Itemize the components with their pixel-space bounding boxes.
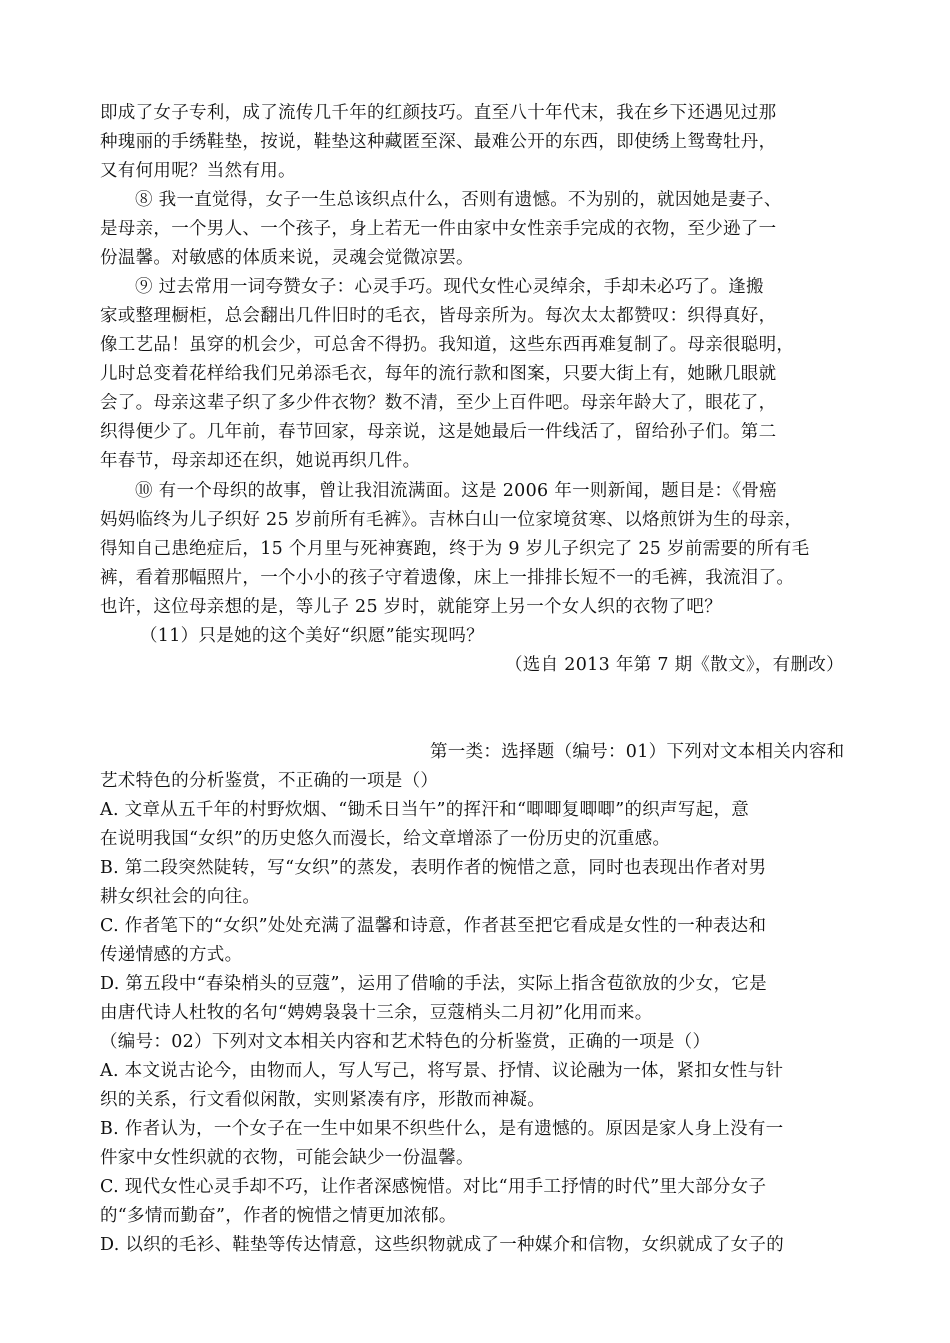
article-line: 份温馨。对敏感的体质来说，灵魂会觉微凉罢。 (100, 248, 474, 268)
article-line: 妈妈临终为儿子织好 25 岁前所有毛裤》。吉林白山一位家境贫寒、以烙煎饼为生的母亲， (100, 510, 803, 530)
question-01-option-d-cont: 由唐代诗人杜牧的名句“娉娉袅袅十三余，豆蔻梢头二月初”化用而来。 (100, 1003, 653, 1023)
question-01-option-d: D. 第五段中“春染梢头的豆蔻”，运用了借喻的手法，实际上指含苞欲放的少女，它是 (100, 974, 767, 994)
question-01-option-b-cont: 耕女织社会的向往。 (100, 887, 261, 907)
article-line: 种瑰丽的手绣鞋垫，按说，鞋垫这种藏匿至深、最难公开的东西，即使绣上鸳鸯牡丹， (100, 132, 777, 152)
question-02-option-a-cont: 织的关系，行文看似闲散，实则紧凑有序，形散而神凝。 (100, 1090, 545, 1110)
article-paragraph-10: ⑩ 有一个母织的故事，曾让我泪流满面。这是 2006 年一则新闻，题目是：《骨癌 (135, 481, 777, 501)
question-02-stem: （编号：02）下列对文本相关内容和艺术特色的分析鉴赏，正确的一项是（） (100, 1032, 711, 1052)
question-02-option-d: D. 以织的毛衫、鞋垫等传达情意，这些织物就成了一种媒介和信物，女织就成了女子的 (100, 1235, 785, 1255)
question-01-stem: 艺术特色的分析鉴赏，不正确的一项是（） (100, 771, 439, 791)
article-line: 又有何用呢？当然有用。 (100, 161, 296, 181)
question-01-option-c-cont: 传递情感的方式。 (100, 945, 243, 965)
article-line: 也许，这位母亲想的是，等儿子 25 岁时，就能穿上另一个女人织的衣物了吧？ (100, 597, 722, 617)
article-line: 年春节，母亲却还在织，她说再织几件。 (100, 451, 421, 471)
article-line: 像工艺品！虽穿的机会少，可总舍不得扔。我知道，这些东西再难复制了。母亲很聪明， (100, 335, 795, 355)
question-02-option-a: A. 本文说古论今，由物而人，写人写己，将写景、抒情、议论融为一体，紧扣女性与针 (100, 1061, 784, 1081)
question-01-option-c: C. 作者笔下的“女织”处处充满了温馨和诗意，作者甚至把它看成是女性的一种表达和 (100, 916, 767, 936)
article-line: 家或整理橱柜，总会翻出几件旧时的毛衣，皆母亲所为。每次太太都赞叹：织得真好， (100, 306, 777, 326)
question-section-heading: 第一类：选择题（编号：01）下列对文本相关内容和 (430, 742, 845, 762)
article-line: 会了。母亲这辈子织了多少件衣物？数不清，至少上百件吧。母亲年龄大了，眼花了， (100, 393, 777, 413)
article-line: 得知自己患绝症后，15 个月里与死神赛跑，终于为 9 岁儿子织完了 25 岁前需要的所有毛 (100, 539, 810, 559)
question-02-option-b-cont: 件家中女性织就的衣物，可能会缺少一份温馨。 (100, 1148, 474, 1168)
question-02-option-c: C. 现代女性心灵手却不巧，让作者深感惋惜。对比“用手工抒情的时代”里大部分女子 (100, 1177, 767, 1197)
article-paragraph-9: ⑨ 过去常用一词夸赞女子：心灵手巧。现代女性心灵绰余，手却未必巧了。逢搬 (135, 277, 764, 297)
article-paragraph-8: ⑧ 我一直觉得，女子一生总该织点什么，否则有遗憾。不为别的，就因她是妻子、 (135, 190, 782, 210)
question-01-option-a: A. 文章从五千年的村野炊烟、“锄禾日当午”的挥汗和“唧唧复唧唧”的织声写起，意 (100, 800, 750, 820)
article-line: 即成了女子专利，成了流传几千年的红颜技巧。直至八十年代末，我在乡下还遇见过那 (100, 103, 777, 123)
article-line: 儿时总变着花样给我们兄弟添毛衣，每年的流行款和图案，只要大街上有，她瞅几眼就 (100, 364, 777, 384)
question-01-option-b: B. 第二段突然陡转，写“女织”的蒸发，表明作者的惋惜之意，同时也表现出作者对男 (100, 858, 767, 878)
question-02-option-c-cont: 的“多情而勤奋”，作者的惋惜之情更加浓郁。 (100, 1206, 457, 1226)
article-paragraph-11: （11）只是她的这个美好“织愿”能实现吗？ (140, 626, 484, 646)
question-02-option-b: B. 作者认为，一个女子在一生中如果不织些什么，是有遗憾的。原因是家人身上没有一 (100, 1119, 784, 1139)
article-source: （选自 2013 年第 7 期《散文》，有删改） (505, 655, 844, 675)
article-line: 是母亲，一个男人、一个孩子，身上若无一件由家中女性亲手完成的衣物，至少逊了一 (100, 219, 777, 239)
question-01-option-a-cont: 在说明我国“女织”的历史悠久而漫长，给文章增添了一份历史的沉重感。 (100, 829, 671, 849)
article-line: 裤，看着那幅照片，一个小小的孩子守着遗像，床上一排排长短不一的毛裤，我流泪了。 (100, 568, 795, 588)
article-line: 织得便少了。几年前，春节回家，母亲说，这是她最后一件线活了，留给孙子们。第二 (100, 422, 777, 442)
